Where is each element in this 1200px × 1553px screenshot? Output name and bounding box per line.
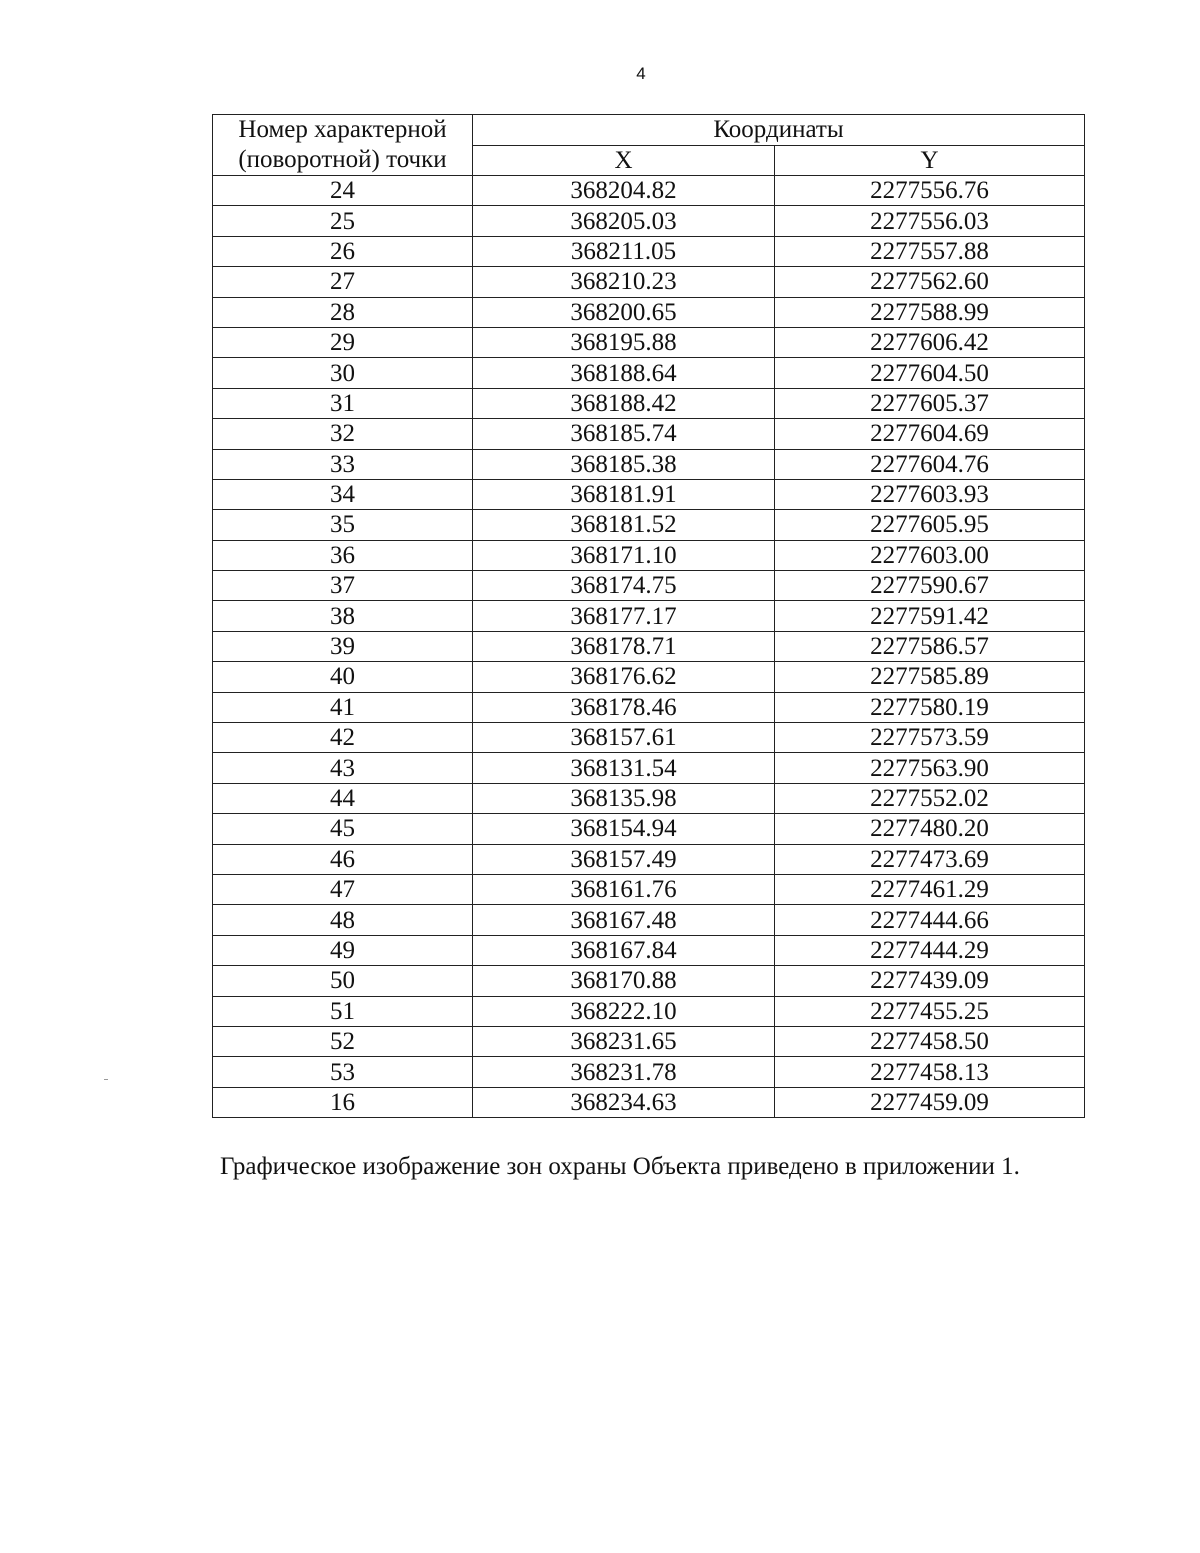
point-cell: 53 (213, 1057, 473, 1087)
x-cell: 368176.62 (473, 662, 775, 692)
x-cell: 368161.76 (473, 874, 775, 904)
y-cell: 2277606.42 (775, 327, 1085, 357)
y-cell: 2277591.42 (775, 601, 1085, 631)
point-cell: 52 (213, 1026, 473, 1056)
x-cell: 368181.52 (473, 510, 775, 540)
header-x: X (473, 145, 775, 176)
table-header (213, 115, 1085, 176)
point-cell: 25 (213, 206, 473, 236)
header-point-number (213, 115, 473, 176)
table-row (213, 449, 1085, 479)
x-cell: 368178.46 (473, 692, 775, 722)
point-cell: 37 (213, 571, 473, 601)
x-cell: 368222.10 (473, 996, 775, 1026)
y-cell: 2277588.99 (775, 297, 1085, 327)
table-row (213, 935, 1085, 965)
y-cell: 2277605.95 (775, 510, 1085, 540)
y-cell: 2277458.13 (775, 1057, 1085, 1087)
table-row (213, 905, 1085, 935)
table-row (213, 692, 1085, 722)
x-cell: 368200.65 (473, 297, 775, 327)
x-cell: 368195.88 (473, 327, 775, 357)
table-row (213, 874, 1085, 904)
page-number: 4 (636, 64, 646, 83)
y-cell: 2277563.90 (775, 753, 1085, 783)
point-cell: 36 (213, 540, 473, 570)
y-cell: 2277562.60 (775, 267, 1085, 297)
table-row (213, 297, 1085, 327)
point-cell: 26 (213, 236, 473, 266)
table-row (213, 1057, 1085, 1087)
x-cell: 368154.94 (473, 814, 775, 844)
table-row (213, 206, 1085, 236)
table-row (213, 388, 1085, 418)
scan-speck (104, 1079, 108, 1080)
point-cell: 31 (213, 388, 473, 418)
y-cell: 2277604.69 (775, 419, 1085, 449)
y-cell: 2277556.03 (775, 206, 1085, 236)
header-y: Y (775, 145, 1085, 176)
y-cell: 2277585.89 (775, 662, 1085, 692)
y-cell: 2277603.93 (775, 479, 1085, 509)
table-row (213, 753, 1085, 783)
point-cell: 42 (213, 723, 473, 753)
table-body (213, 176, 1085, 1118)
y-cell: 2277590.67 (775, 571, 1085, 601)
x-cell: 368181.91 (473, 479, 775, 509)
y-cell: 2277603.00 (775, 540, 1085, 570)
y-cell: 2277473.69 (775, 844, 1085, 874)
appendix-note: Графическое изображение зон охраны Объекта приведено в приложении 1. (220, 1153, 1020, 1180)
table-row (213, 479, 1085, 509)
table-row (213, 419, 1085, 449)
x-cell: 368178.71 (473, 631, 775, 661)
table-row (213, 1087, 1085, 1117)
table-row (213, 783, 1085, 813)
x-cell: 368174.75 (473, 571, 775, 601)
point-cell: 24 (213, 176, 473, 206)
table-row (213, 267, 1085, 297)
x-cell: 368185.74 (473, 419, 775, 449)
y-cell: 2277557.88 (775, 236, 1085, 266)
table-row (213, 1026, 1085, 1056)
point-cell: 38 (213, 601, 473, 631)
point-cell: 28 (213, 297, 473, 327)
y-cell: 2277573.59 (775, 723, 1085, 753)
table-row (213, 176, 1085, 206)
y-cell: 2277459.09 (775, 1087, 1085, 1117)
table-row (213, 510, 1085, 540)
point-cell: 39 (213, 631, 473, 661)
x-cell: 368135.98 (473, 783, 775, 813)
y-cell: 2277586.57 (775, 631, 1085, 661)
point-cell: 44 (213, 783, 473, 813)
x-cell: 368185.38 (473, 449, 775, 479)
y-cell: 2277605.37 (775, 388, 1085, 418)
header-coordinates: Координаты (473, 115, 1085, 146)
y-cell: 2277556.76 (775, 176, 1085, 206)
point-cell: 45 (213, 814, 473, 844)
y-cell: 2277458.50 (775, 1026, 1085, 1056)
point-cell: 35 (213, 510, 473, 540)
table-row (213, 844, 1085, 874)
x-cell: 368131.54 (473, 753, 775, 783)
y-cell: 2277604.50 (775, 358, 1085, 388)
x-cell: 368234.63 (473, 1087, 775, 1117)
table-row (213, 236, 1085, 266)
point-cell: 16 (213, 1087, 473, 1117)
header-point-line1: Номер характерной (238, 116, 447, 143)
point-cell: 49 (213, 935, 473, 965)
x-cell: 368231.65 (473, 1026, 775, 1056)
x-cell: 368167.48 (473, 905, 775, 935)
x-cell: 368204.82 (473, 176, 775, 206)
point-cell: 33 (213, 449, 473, 479)
y-cell: 2277552.02 (775, 783, 1085, 813)
x-cell: 368231.78 (473, 1057, 775, 1087)
x-cell: 368205.03 (473, 206, 775, 236)
point-cell: 41 (213, 692, 473, 722)
x-cell: 368171.10 (473, 540, 775, 570)
table-row (213, 662, 1085, 692)
x-cell: 368188.42 (473, 388, 775, 418)
table-row (213, 540, 1085, 570)
y-cell: 2277455.25 (775, 996, 1085, 1026)
x-cell: 368177.17 (473, 601, 775, 631)
table-row (213, 571, 1085, 601)
table-row (213, 631, 1085, 661)
table-row (213, 723, 1085, 753)
y-cell: 2277439.09 (775, 966, 1085, 996)
point-cell: 40 (213, 662, 473, 692)
point-cell: 27 (213, 267, 473, 297)
table-row (213, 358, 1085, 388)
point-cell: 47 (213, 874, 473, 904)
y-cell: 2277444.66 (775, 905, 1085, 935)
point-cell: 29 (213, 327, 473, 357)
x-cell: 368170.88 (473, 966, 775, 996)
point-cell: 50 (213, 966, 473, 996)
point-cell: 43 (213, 753, 473, 783)
y-cell: 2277461.29 (775, 874, 1085, 904)
header-point-line2: (поворотной) точки (238, 146, 447, 173)
coordinates-table (212, 114, 1085, 1118)
x-cell: 368210.23 (473, 267, 775, 297)
table-row (213, 327, 1085, 357)
x-cell: 368188.64 (473, 358, 775, 388)
point-cell: 46 (213, 844, 473, 874)
y-cell: 2277580.19 (775, 692, 1085, 722)
y-cell: 2277480.20 (775, 814, 1085, 844)
table-row (213, 966, 1085, 996)
point-cell: 51 (213, 996, 473, 1026)
y-cell: 2277604.76 (775, 449, 1085, 479)
x-cell: 368211.05 (473, 236, 775, 266)
x-cell: 368157.61 (473, 723, 775, 753)
point-cell: 32 (213, 419, 473, 449)
point-cell: 34 (213, 479, 473, 509)
x-cell: 368157.49 (473, 844, 775, 874)
point-cell: 30 (213, 358, 473, 388)
y-cell: 2277444.29 (775, 935, 1085, 965)
table-row (213, 814, 1085, 844)
table-row (213, 601, 1085, 631)
table-row (213, 996, 1085, 1026)
point-cell: 48 (213, 905, 473, 935)
x-cell: 368167.84 (473, 935, 775, 965)
